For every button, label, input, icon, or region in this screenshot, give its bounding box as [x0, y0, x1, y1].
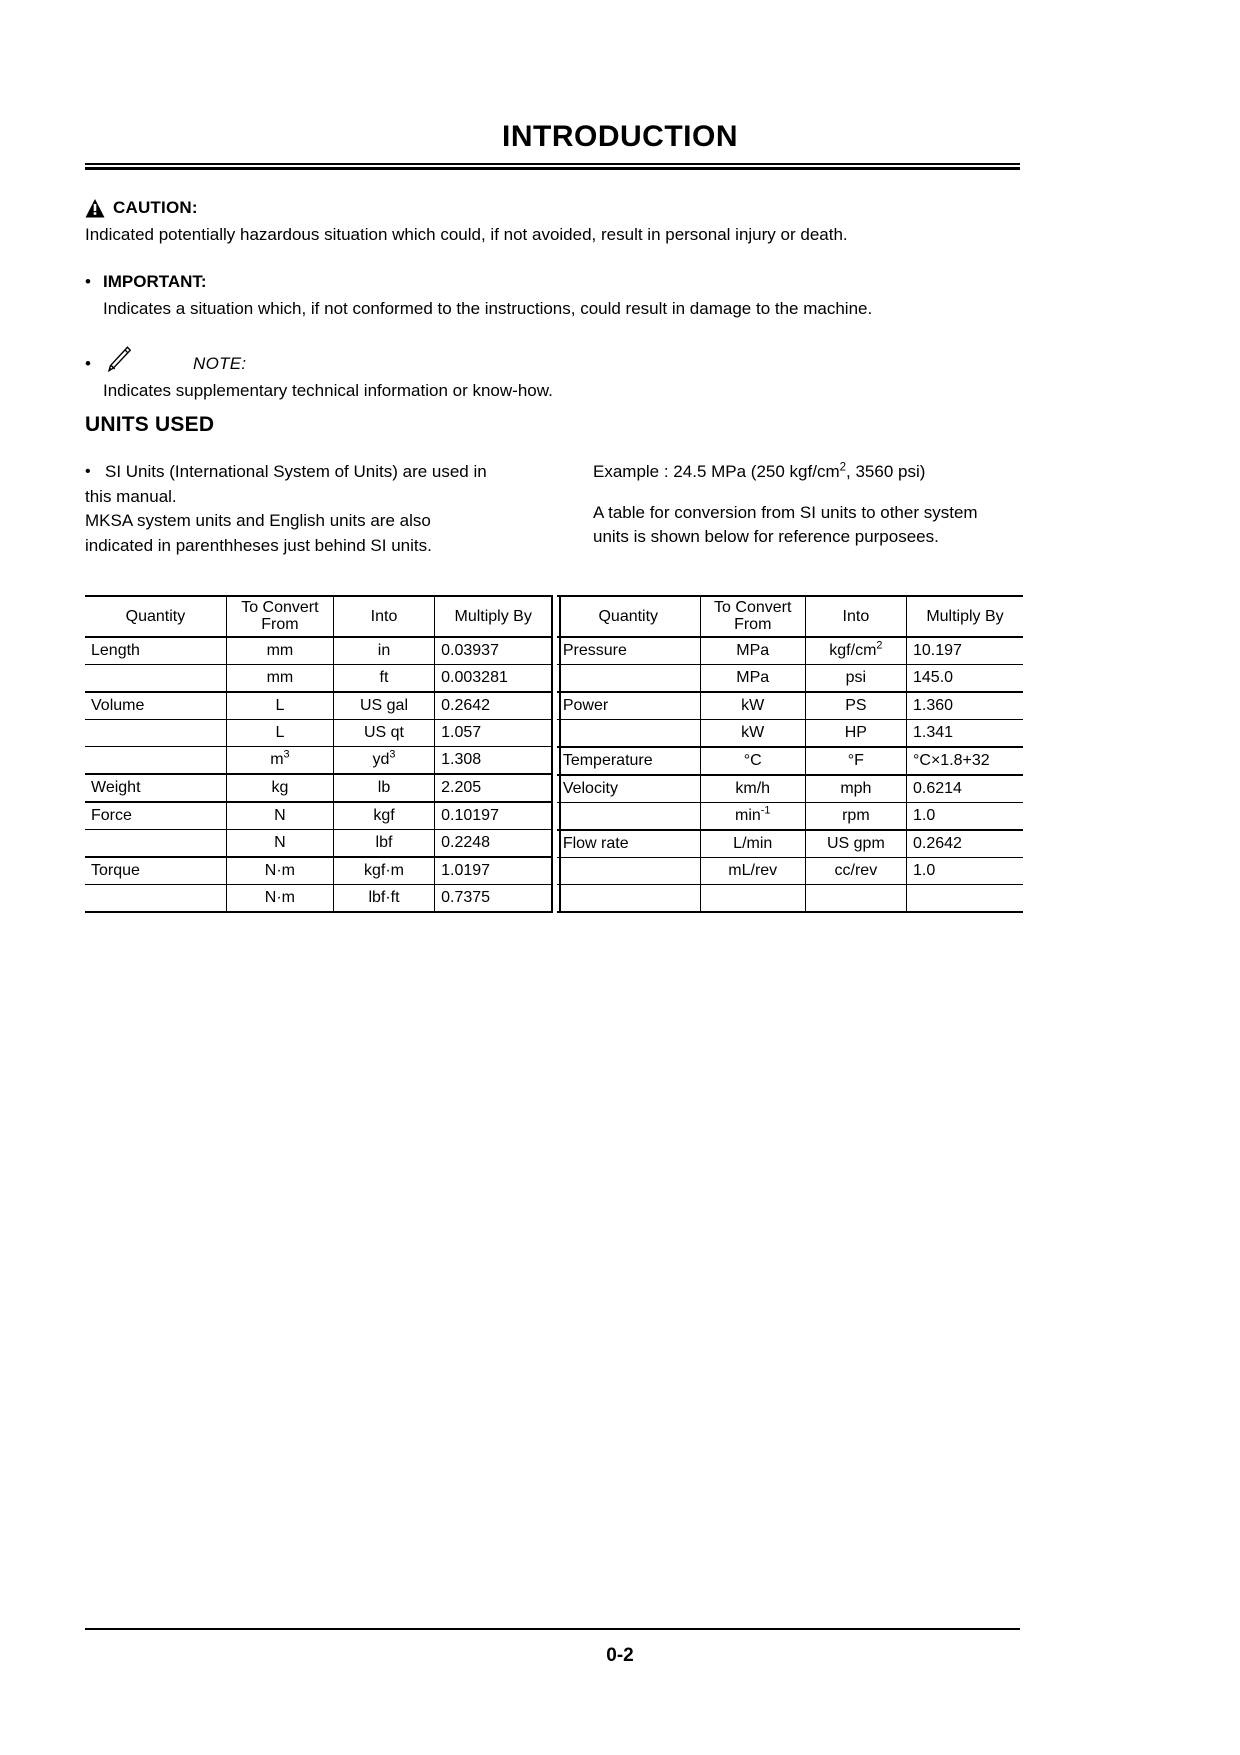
cell-multiply-by: 1.057 — [435, 719, 552, 746]
pencil-icon — [103, 344, 133, 376]
col-header-into: Into — [333, 596, 434, 637]
cell-multiply-by: 1.341 — [907, 719, 1024, 747]
cell-multiply-by: 1.0 — [907, 802, 1024, 830]
cell-quantity: Weight — [85, 774, 226, 802]
cell-quantity: Pressure — [557, 637, 700, 665]
cell-into: $yd^3$ — [333, 746, 434, 774]
si-units-line1: SI Units (International System of Units) are used in — [105, 462, 487, 481]
caution-header — [85, 198, 1025, 218]
cell-multiply-by: 0.03937 — [435, 637, 552, 665]
col-header-into: Into — [805, 596, 906, 637]
si-units-bullet-row — [85, 460, 540, 485]
cell-multiply-by: 2.205 — [435, 774, 552, 802]
cell-quantity: Power — [557, 692, 700, 720]
cell-convert-from: $m^3$ — [226, 746, 333, 774]
cell-quantity — [557, 857, 700, 884]
page-number: 0-2 — [606, 1645, 634, 1666]
mksa-line1: MKSA system units and English units are also — [85, 511, 431, 531]
table-row — [557, 775, 1023, 803]
si-units-line2: this manual. — [85, 486, 177, 506]
cell-convert-from: N — [226, 802, 333, 830]
cell-multiply-by: 0.10197 — [435, 802, 552, 830]
cell-convert-from: kg — [226, 774, 333, 802]
cell-convert-from: L/min — [700, 830, 805, 858]
col-header-to-convert-from: To Convert From — [226, 596, 333, 637]
footer-divider — [85, 1628, 1020, 1630]
note-header — [85, 340, 1025, 374]
table-body-left — [85, 637, 551, 912]
cell-into: PS — [805, 692, 906, 720]
note-block — [85, 340, 1025, 401]
cell-multiply-by: 145.0 — [907, 664, 1024, 692]
important-body: Indicates a situation which, if not conformed to the instructions, could result in damage to the machine. — [103, 299, 873, 319]
warning-triangle-icon — [85, 199, 105, 218]
col-header-multiply-by: Multiply By — [907, 596, 1024, 637]
cell-into: cc/rev — [805, 857, 906, 884]
table-row — [557, 692, 1023, 720]
example-suffix: , 3560 psi) — [846, 462, 926, 481]
cell-convert-from: °C — [700, 747, 805, 775]
cell-into — [805, 884, 906, 912]
cell-quantity — [85, 746, 226, 774]
table-row — [85, 802, 551, 830]
cell-convert-from: mL/rev — [700, 857, 805, 884]
cell-quantity — [557, 719, 700, 747]
cell-quantity: Length — [85, 637, 226, 665]
cell-into: psi — [805, 664, 906, 692]
cell-convert-from: kW — [700, 692, 805, 720]
cell-quantity — [557, 664, 700, 692]
example-superscript: 2 — [839, 461, 847, 474]
cell-quantity: Torque — [85, 857, 226, 885]
cell-quantity: Flow rate — [557, 830, 700, 858]
table-row — [557, 802, 1023, 830]
cell-quantity — [85, 664, 226, 692]
cell-multiply-by: 0.7375 — [435, 884, 552, 912]
table-row — [85, 719, 551, 746]
table-row — [85, 774, 551, 802]
cell-convert-from-superscript: -1 — [760, 804, 771, 817]
cell-into: lb — [333, 774, 434, 802]
cell-quantity — [85, 719, 226, 746]
cell-quantity: Force — [85, 802, 226, 830]
cell-multiply-by: 1.308 — [435, 746, 552, 774]
cell-quantity: Velocity — [557, 775, 700, 803]
cell-multiply-by: 0.003281 — [435, 664, 552, 692]
caution-block — [85, 198, 1025, 245]
table-row — [557, 857, 1023, 884]
example-prefix: Example : 24.5 MPa (250 kgf/cm — [593, 462, 840, 481]
table-row — [557, 637, 1023, 665]
cell-quantity — [557, 802, 700, 830]
cell-into: ft — [333, 664, 434, 692]
cell-multiply-by: °C×1.8+32 — [907, 747, 1024, 775]
cell-multiply-by: 1.360 — [907, 692, 1024, 720]
cell-convert-from: L — [226, 692, 333, 720]
col-header-multiply-by: Multiply By — [435, 596, 552, 637]
table-row — [557, 830, 1023, 858]
cell-into: rpm — [805, 802, 906, 830]
cell-into: kgf — [333, 802, 434, 830]
table-body-right — [557, 637, 1023, 912]
table-header-row — [557, 596, 1023, 637]
cell-quantity — [85, 884, 226, 912]
table-row — [85, 746, 551, 774]
conversion-note-line1: A table for conversion from SI units to other system — [593, 502, 978, 522]
conversion-table-right — [557, 595, 1023, 913]
cell-convert-from: $\min^{-1}$ — [700, 802, 805, 830]
cell-convert-from: N — [226, 829, 333, 857]
cell-convert-from: mm — [226, 637, 333, 665]
cell-convert-from: km/h — [700, 775, 805, 803]
bullet-icon: • — [85, 354, 91, 373]
bullet-icon: • — [85, 272, 91, 291]
units-right-column — [593, 460, 1028, 550]
cell-into: US gpm — [805, 830, 906, 858]
cell-into: lbf·ft — [333, 884, 434, 912]
cell-into: US gal — [333, 692, 434, 720]
table-row — [557, 747, 1023, 775]
section-title-units-used: UNITS USED — [85, 413, 215, 436]
cell-convert-from: MPa — [700, 664, 805, 692]
cell-quantity — [557, 884, 700, 912]
col-header-to-convert-from: To Convert From — [700, 596, 805, 637]
cell-multiply-by: 0.2642 — [435, 692, 552, 720]
table-row — [557, 719, 1023, 747]
cell-multiply-by: 1.0197 — [435, 857, 552, 885]
cell-into: lbf — [333, 829, 434, 857]
conversion-table-left — [85, 595, 551, 913]
note-label: NOTE: — [193, 354, 247, 373]
table-row — [557, 884, 1023, 912]
cell-convert-from-superscript: 3 — [283, 748, 290, 761]
cell-into: °F — [805, 747, 906, 775]
cell-into-superscript: 2 — [876, 639, 883, 652]
cell-convert-from: kW — [700, 719, 805, 747]
table-row — [85, 884, 551, 912]
cell-convert-from: L — [226, 719, 333, 746]
caution-label: CAUTION: — [113, 198, 198, 217]
cell-multiply-by: 0.6214 — [907, 775, 1024, 803]
table-row — [85, 829, 551, 857]
important-header — [85, 272, 1025, 292]
cell-multiply-by — [907, 884, 1024, 912]
table-row — [85, 637, 551, 665]
cell-convert-from: MPa — [700, 637, 805, 665]
important-block — [85, 272, 1025, 320]
units-left-column — [85, 460, 540, 559]
cell-quantity — [85, 829, 226, 857]
cell-convert-from: N·m — [226, 884, 333, 912]
bullet-icon: • — [85, 463, 91, 480]
table-row — [557, 664, 1023, 692]
cell-multiply-by: 0.2642 — [907, 830, 1024, 858]
cell-multiply-by: 10.197 — [907, 637, 1024, 665]
cell-quantity: Temperature — [557, 747, 700, 775]
cell-into: kgf·m — [333, 857, 434, 885]
cell-into: mph — [805, 775, 906, 803]
header-divider — [85, 163, 1020, 169]
conversion-tables — [85, 595, 1023, 913]
cell-convert-from: mm — [226, 664, 333, 692]
caution-body: Indicated potentially hazardous situation which could, if not avoided, result in personal injury or death. — [85, 225, 848, 244]
example-line — [593, 460, 1028, 485]
cell-multiply-by: 1.0 — [907, 857, 1024, 884]
mksa-line2: indicated in parenthheses just behind SI units. — [85, 535, 432, 555]
col-header-quantity: Quantity — [557, 596, 700, 637]
table-row — [85, 692, 551, 720]
cell-convert-from: N·m — [226, 857, 333, 885]
important-label: IMPORTANT: — [103, 272, 207, 291]
table-row — [85, 857, 551, 885]
note-body: Indicates supplementary technical information or know-how. — [103, 381, 553, 400]
cell-into: HP — [805, 719, 906, 747]
page-title: INTRODUCTION — [502, 120, 738, 153]
cell-convert-from — [700, 884, 805, 912]
cell-into: in — [333, 637, 434, 665]
table-header-row — [85, 596, 551, 637]
col-header-quantity: Quantity — [85, 596, 226, 637]
cell-into: US qt — [333, 719, 434, 746]
cell-quantity: Volume — [85, 692, 226, 720]
cell-into: kgf/$cm^2$ — [805, 637, 906, 665]
cell-into-superscript: 3 — [389, 748, 396, 761]
cell-multiply-by: 0.2248 — [435, 829, 552, 857]
table-row — [85, 664, 551, 692]
conversion-note-line2: units is shown below for reference purposees. — [593, 527, 939, 547]
